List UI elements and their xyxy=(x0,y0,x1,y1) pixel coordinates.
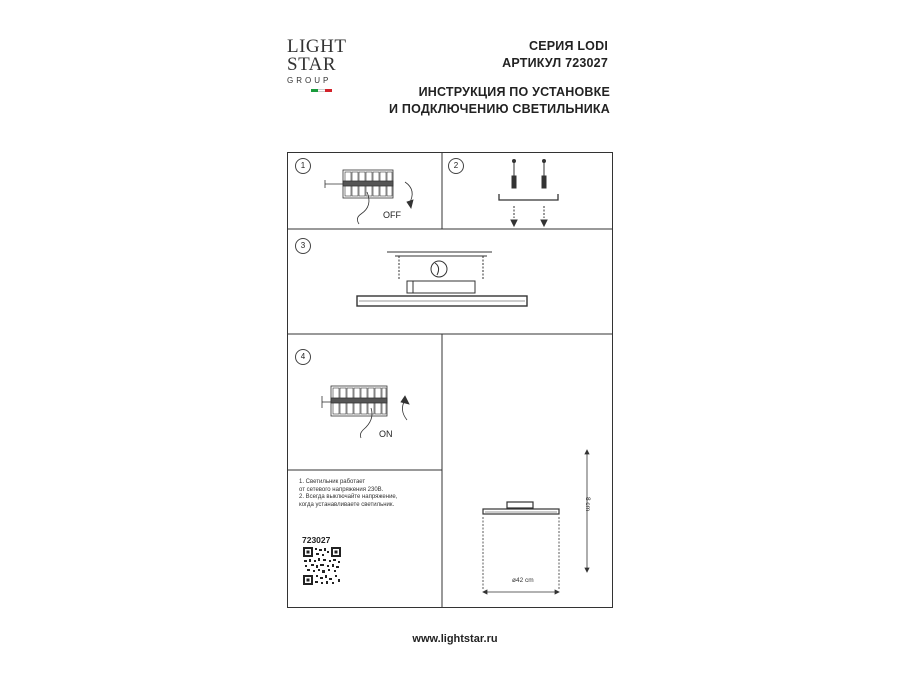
mounting-bracket-illustration xyxy=(499,160,558,227)
step-1-badge: 1 xyxy=(295,158,311,174)
article-code: 723027 xyxy=(302,535,331,545)
dimensions-drawing xyxy=(483,450,589,594)
logo-line-3: GROUP xyxy=(287,76,332,85)
brand-logo xyxy=(287,37,347,105)
step-2-badge: 2 xyxy=(448,158,464,174)
off-label: OFF xyxy=(383,210,401,220)
breaker-on-illustration xyxy=(322,386,409,438)
logo-line-1: LIGHT xyxy=(287,36,347,57)
step-3-badge: 3 xyxy=(295,238,311,254)
luminaire-mounting-illustration xyxy=(357,252,527,306)
instruction-title-line2: И ПОДКЛЮЧЕНИЮ СВЕТИЛЬНИКА xyxy=(389,102,610,116)
step-4-badge: 4 xyxy=(295,349,311,365)
logo-line-2: STAR xyxy=(287,54,337,75)
note-line-1: 1. Светильник работает xyxy=(299,479,366,485)
sheet-grid xyxy=(287,152,613,608)
note-line-3: 2. Всегда выключайте напряжение, xyxy=(299,494,398,500)
article-title: АРТИКУЛ 723027 xyxy=(502,56,608,70)
website-link[interactable]: www.lightstar.ru xyxy=(412,633,498,645)
series-title: СЕРИЯ LODI xyxy=(528,39,608,53)
width-dimension: ø42 cm xyxy=(512,577,534,584)
italian-flag-icon xyxy=(311,89,332,92)
on-label: ON xyxy=(379,429,393,439)
instruction-sheet xyxy=(287,152,613,608)
safety-notes xyxy=(299,479,439,509)
instruction-title-line1: ИНСТРУКЦИЯ ПО УСТАНОВКЕ xyxy=(418,85,610,99)
note-line-2: от сетевого напряжения 230В. xyxy=(299,486,384,493)
note-line-4: когда устанавливаете светильник. xyxy=(299,501,395,508)
qr-code xyxy=(303,547,341,585)
height-dimension: 8 cm xyxy=(584,497,591,512)
